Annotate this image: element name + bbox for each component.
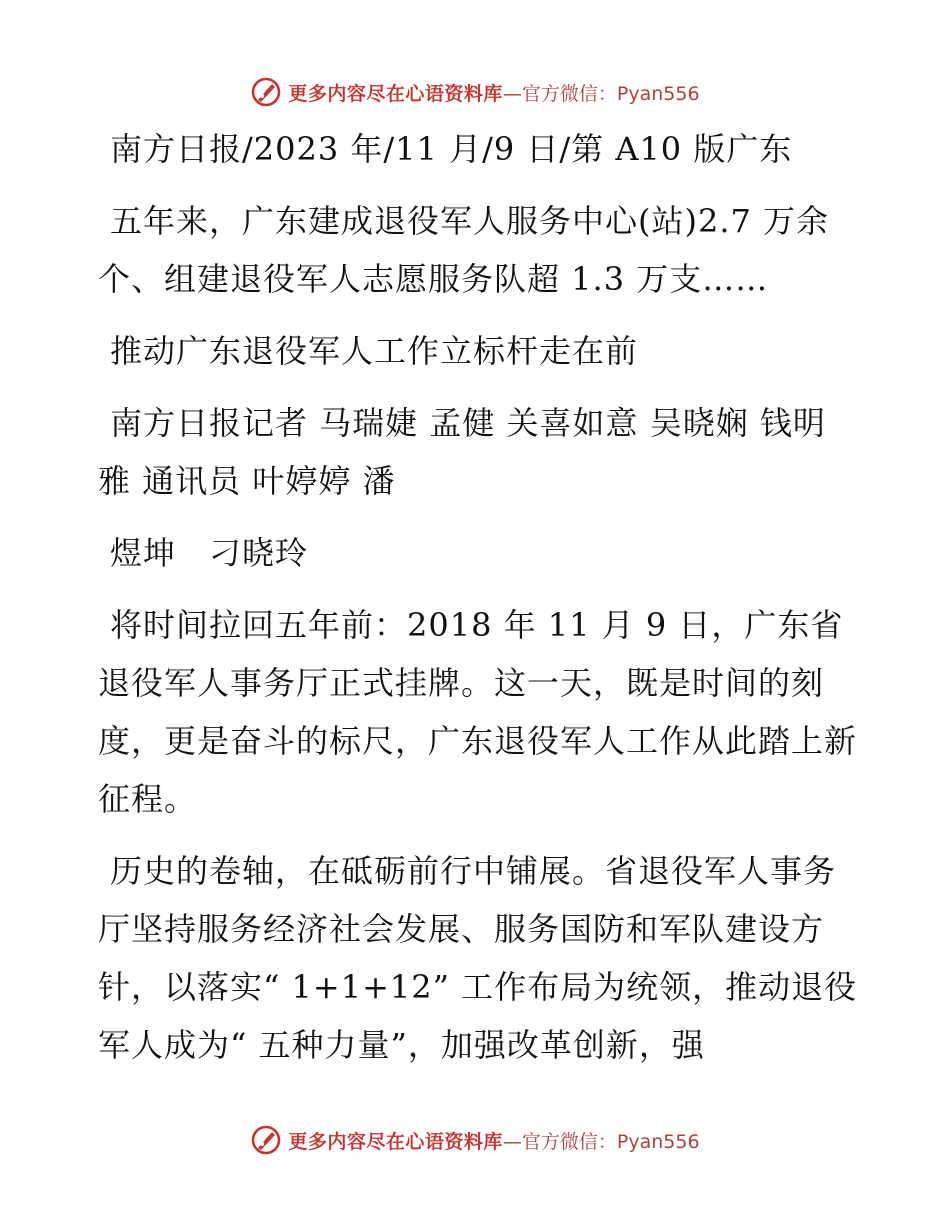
article-byline-continued: 煜坤 刁晓玲 [110, 534, 309, 572]
source-line: 南方日报/2023 年/11 月/9 日/第 A10 版广东 [110, 130, 793, 168]
watermark-text: 更多内容尽在心语资料库 [288, 82, 503, 105]
watermark-text: 更多内容尽在心语资料库 [288, 1130, 503, 1153]
quill-logo-icon [250, 1124, 282, 1156]
article-body [98, 120, 858, 1088]
quill-logo-icon [250, 76, 282, 108]
watermark-wechat: —官方微信：Pyan556 [502, 1130, 700, 1153]
footer-watermark-banner [0, 1120, 950, 1160]
article-paragraph-2: 历史的卷轴，在砥砺前行中铺展。省退役军人事务厅坚持服务经济社会发展、服务国防和军队建设方针，以落实“ 1+1+12” 工作布局为统领，推动退役军人成为“ 五种力量”，加强改革创新，强 [98, 852, 858, 1064]
article-headline: 推动广东退役军人工作立标杆走在前 [110, 332, 639, 370]
header-watermark-banner [0, 72, 950, 112]
watermark-wechat: —官方微信：Pyan556 [502, 82, 700, 105]
article-paragraph-1: 将时间拉回五年前：2018 年 11 月 9 日，广东省退役军人事务厅正式挂牌。这一天，既是时间的刻度，更是奋斗的标尺，广东退役军人工作从此踏上新征程。 [98, 606, 858, 818]
article-byline: 南方日报记者 马瑞婕 孟健 关喜如意 吴晓娴 钱明雅 通讯员 叶婷婷 潘 [98, 404, 826, 500]
article-subhead: 五年来，广东建成退役军人服务中心(站)2.7 万余个、组建退役军人志愿服务队超 1.3 万支…… [98, 202, 830, 298]
